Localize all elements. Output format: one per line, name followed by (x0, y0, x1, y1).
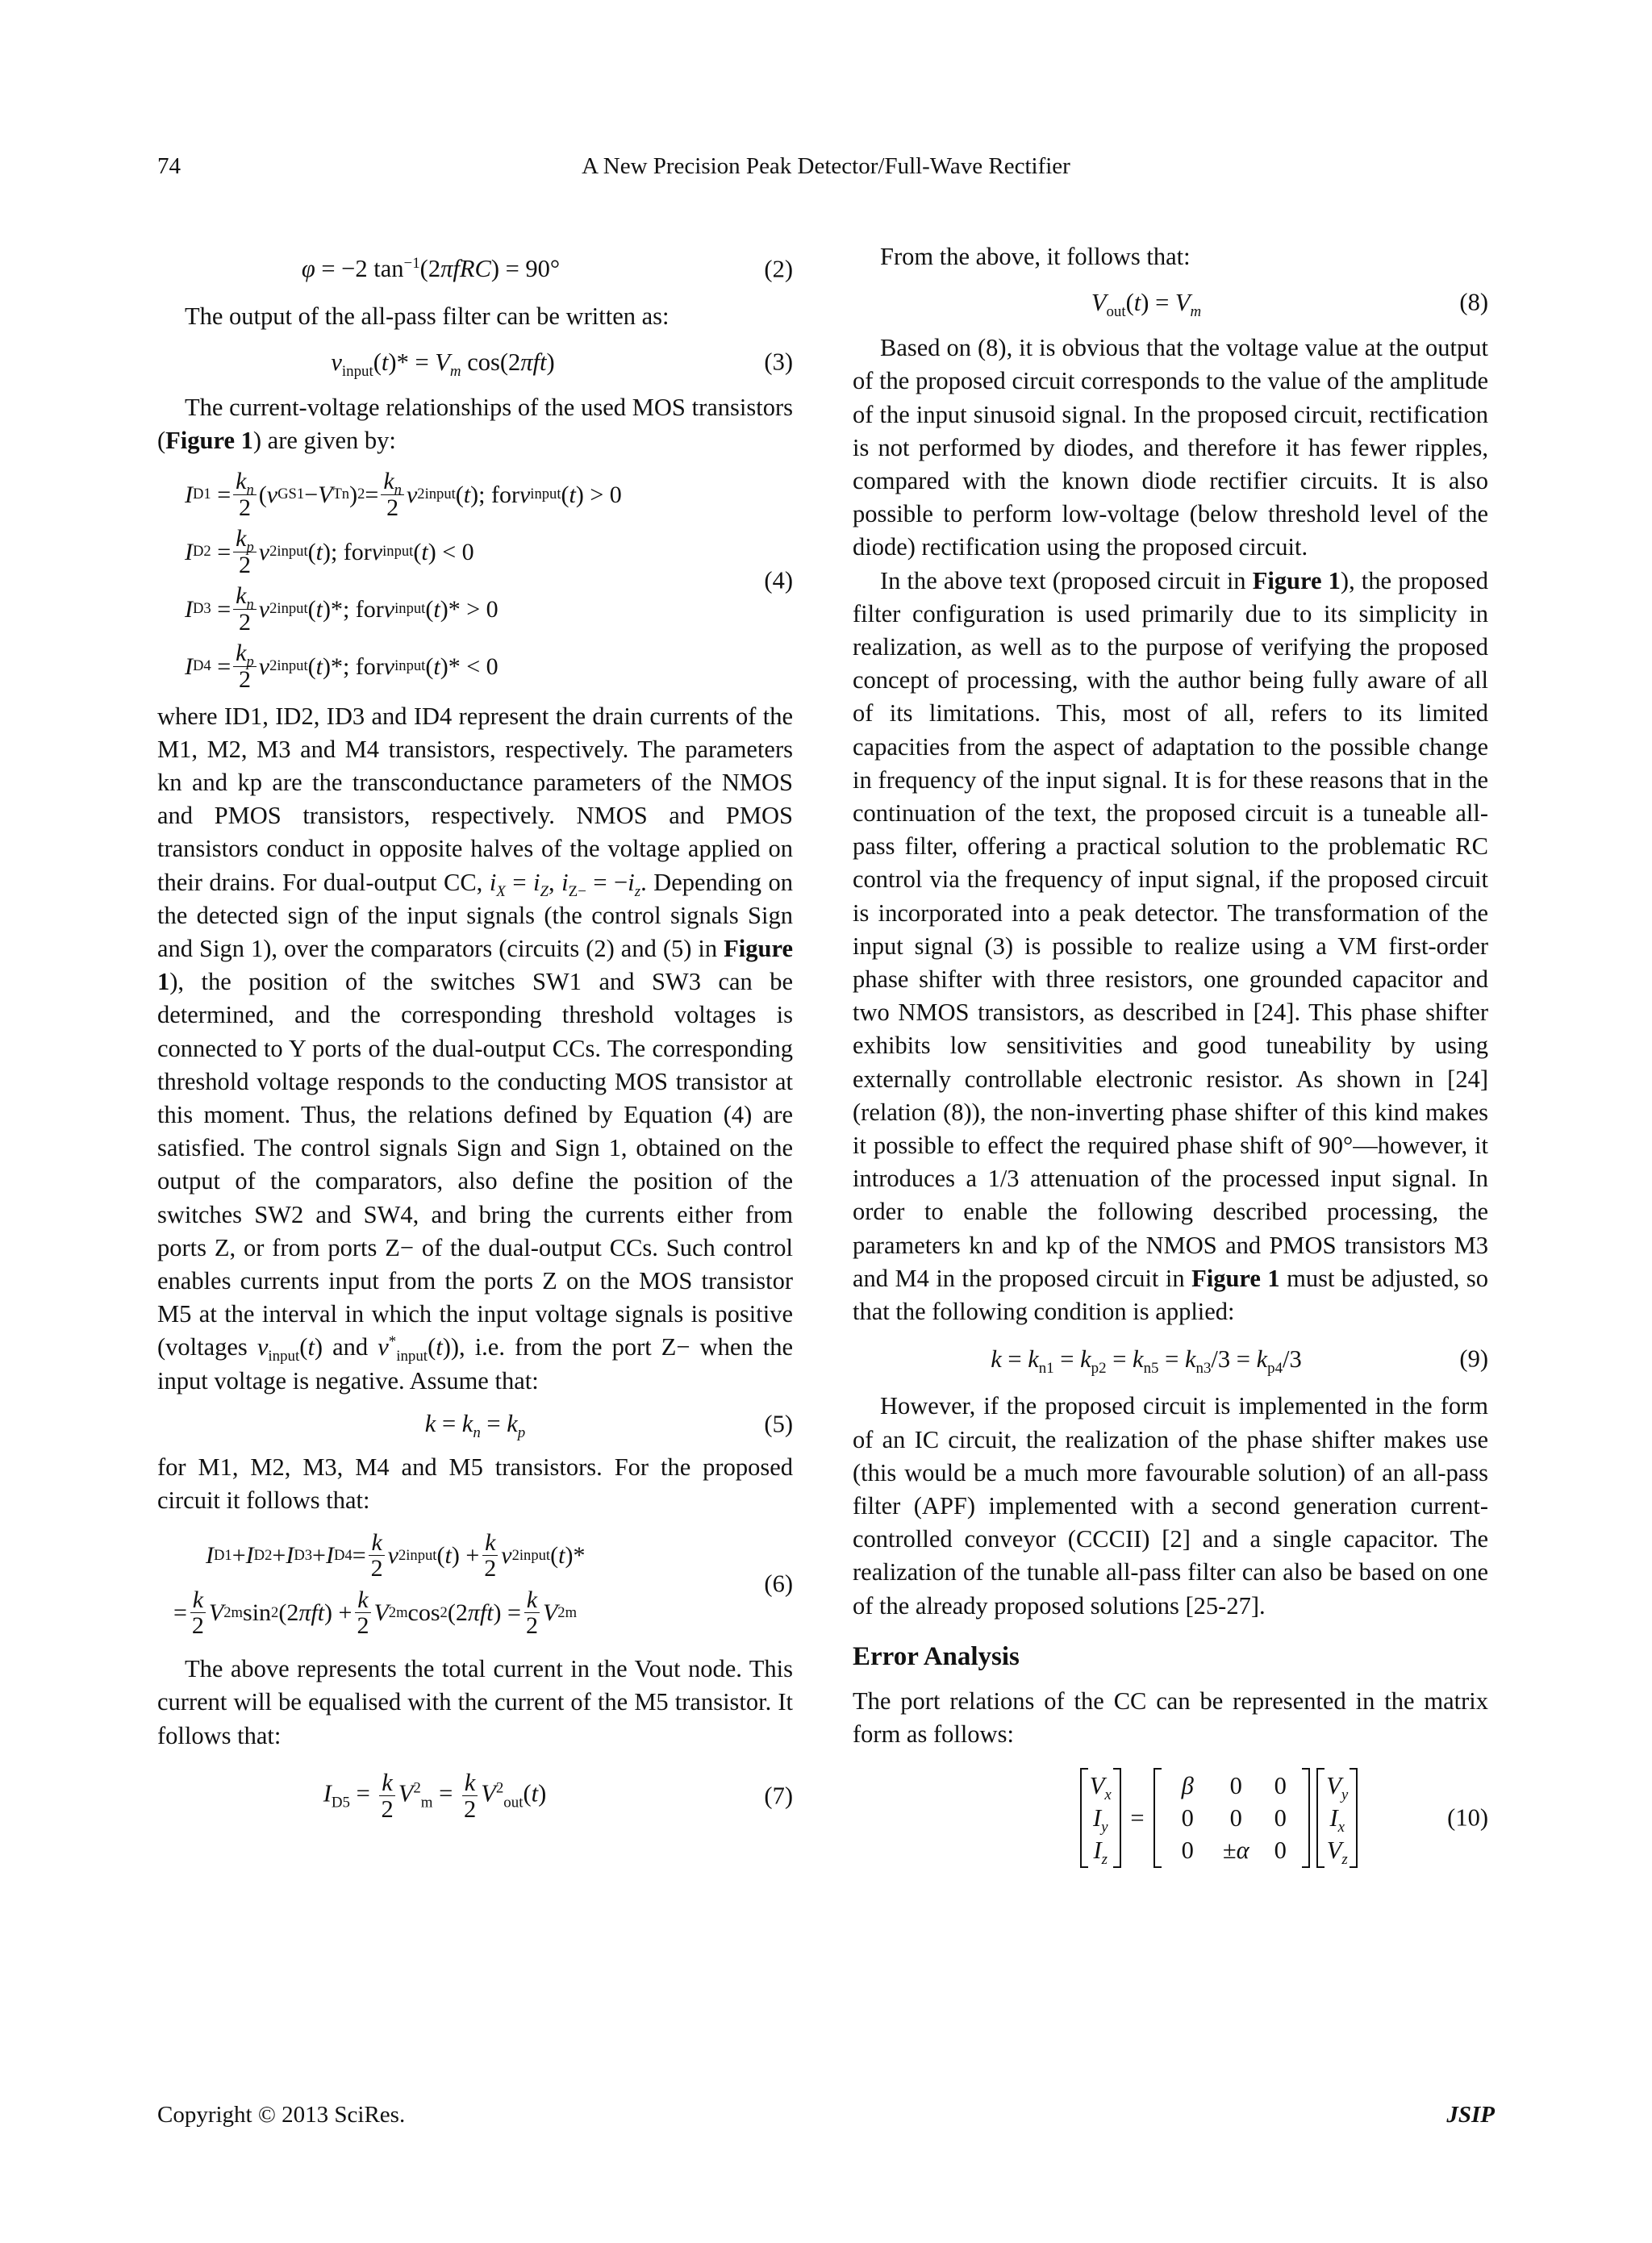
equation-10: $V_x$ $I_y$ $I_z$ = β 0 0 0 0 0 0 ±α 0 $V_y$ $I_x$ $V_z$ (10) (853, 1757, 1488, 1878)
paragraph-port-relations: The port relations of the CC can be represented in the matrix form as follows: (853, 1686, 1488, 1749)
paragraph-total-current: The above represents the total current in the Vout node. This current will be equalised with the current of the M5 transistor. It follows that: (157, 1655, 793, 1749)
equation-2: φ = −2 $\tan^{-1}(2\pi fRC) = 90^\circ$ (2) (301, 255, 793, 283)
equation-6: I D1 + I D2 + I D3 + I D4 = $\frac{k}{2}$ v 2 input ( t ) + $\frac{k}{2}$ v 2 input ( t )* = $\frac{k}{2}$ V 2 m sin 2 (2 πft ) + $\frac{k}{2}$ V 2 m cos 2 (2 πft ) = $\frac{k}{2}$ V 2 m (6) (173, 1528, 793, 1640)
running-title: A New Precision Peak Detector/Full-Wave Rectifier (582, 153, 1070, 179)
page-number: 74 (157, 153, 181, 179)
equation-9: $k = k_{n1} = k_{p2} = k_{n5} = k_{n3}/3 = k_{p4}/3$ (9) (991, 1345, 1488, 1377)
equation-4: I D1 = $\frac{k_n}{2}$ ( v GS1 − V Tn ) 2 = $\frac{k_n}{2}$ v 2 input ( t ); for v input ( t ) > 0 I D2 = $\frac{k_p}{2}$ v 2 input ( t ); for v input ( t ) < 0 I D3 = $\frac{k_n}{2}$ v 2 input ( t )*; for v input ( t )* > 0 I D4 = $\frac{k_p}{2}$ v 2 input ( t )*; for v input ( t )* < 0 (4) (185, 468, 793, 693)
paragraph-current-voltage: The current-voltage relationships of the used MOS transistors (Figure 1) are given by: (157, 394, 793, 455)
paragraph-however: However, if the proposed circuit is implemented in the form of an IC circuit, the realization of the phase shifter makes use (this would be a much more favourable solution) of an all-pass filter (APF) implemented with a second generation current-controlled conveyor (CCCII) [2] and a single capacitor. The realization of the tunable all-pass filter can also be based on one of the already proposed solutions [25-27]. (853, 1392, 1488, 1620)
section-title: Error Analysis (853, 1641, 1020, 1671)
paragraph-allpass: The output of the all-pass filter can be written as: (185, 302, 670, 330)
equation-5: $k = k_n = k_p$ (5) (424, 1410, 793, 1442)
paragraph-for: for M1, M2, M3, M4 and M5 transistors. For the proposed circuit it follows that: (157, 1453, 793, 1515)
paragraph-where: where ID1, ID2, ID3 and ID4 represent the drain currents of the M1, M2, M3 and M4 transistors, respectively. The parameters kn and kp are the transconductance parameters of the NMOS and PMOS transistors, respectively. NMOS and PMOS transistors conduct in opposite halves of the voltage applied on their drains. For dual-output CC, $i_X = i_Z$, $i_{Z-} = -i_z$. Depending on the detected sign of the input signals (the control signals Sign and Sign 1), over the comparators (circuits (2) and (5) in Figure 1), the position of the switches SW1 and SW3 can be determined, and the corresponding threshold voltages is connected to Y ports of the dual-output CCs. The corresponding threshold voltage responds to the conducting MOS transistor at this moment. Thus, the relations defined by Equation (4) are satisfied. The control signals Sign and Sign 1, obtained on the output of the comparators, also define the position of the switches SW2 and SW4, and bring the currents either from ports Z, or from ports Z− of the dual-output CCs. Such control enables currents input from the ports Z on the MOS transistor M5 at the interval in which the input voltage signals is positive (voltages $v_{input}(t)$ and $v^*_{input}(t)$), i.e. from the port Z− when the input voltage is negative. Assume that: (157, 702, 794, 1395)
left-column (157, 239, 793, 1835)
paragraph-above: In the above text (proposed circuit in Figure 1), the proposed filter configuration is used primarily due to its simplicity in realization, as well as to the purpose of verifying the proposed concept of processing, with the author being fully aware of all of its limitations. This, most of all, refers to its limited capacities from the aspect of adaptation to the possible change in frequency of the input signal. It is for these reasons that in the continuation of the text, the proposed circuit is a tuneable all-pass filter, offering a practical solution to the problematic RC control via the frequency of input signal, if the proposed circuit is incorporated into a peak detector. The transformation of the input signal (3) is possible to realize using a VM first-order phase shifter with three resistors, one grounded capacitor and two NMOS transistors, as described in [24]. This phase shifter exhibits low sensitivities and good tuneability by using externally controllable electronic resistor. As shown in [24] (relation (8)), the non-inverting phase shifter of this kind makes it possible to effect the required phase shift of 90°—however, it introduces a 1/3 attenuation of the processed input signal. In order to enable the following described processing, the parameters kn and kp of the NMOS and PMOS transistors M3 and M4 in the proposed circuit in Figure 1 must be adjusted, so that the following condition is applied: (853, 566, 1489, 1326)
paragraph-follows: From the above, it follows that: (880, 243, 1191, 270)
paragraph-based: Based on (8), it is obvious that the voltage value at the output of the proposed circuit corresponds to the value of the amplitude of the input sinusoid signal. In the proposed circuit, rectification is not performed by diodes, and therefore it has fewer ripples, compared with the known diode rectifier circuits. It is also possible to perform low-voltage (below threshold level of the diode) rectification using the proposed circuit. (853, 334, 1488, 561)
footer-journal: JSIP (1446, 2102, 1495, 2128)
footer-copyright: Copyright © 2013 SciRes. (157, 2102, 406, 2128)
right-column (853, 239, 1488, 1885)
equation-3: $v_{input}(t)* = V_m$ cos(2πft) (3) (331, 348, 793, 380)
equation-7: $I_{D5}$ = $\frac{k}{2}$ $V^2_m$ = $\frac{k}{2}$ $V^2_{out}(t)$ (7) (323, 1769, 793, 1824)
equation-8: $V_{out}(t) = V_m$ (8) (1091, 288, 1488, 320)
